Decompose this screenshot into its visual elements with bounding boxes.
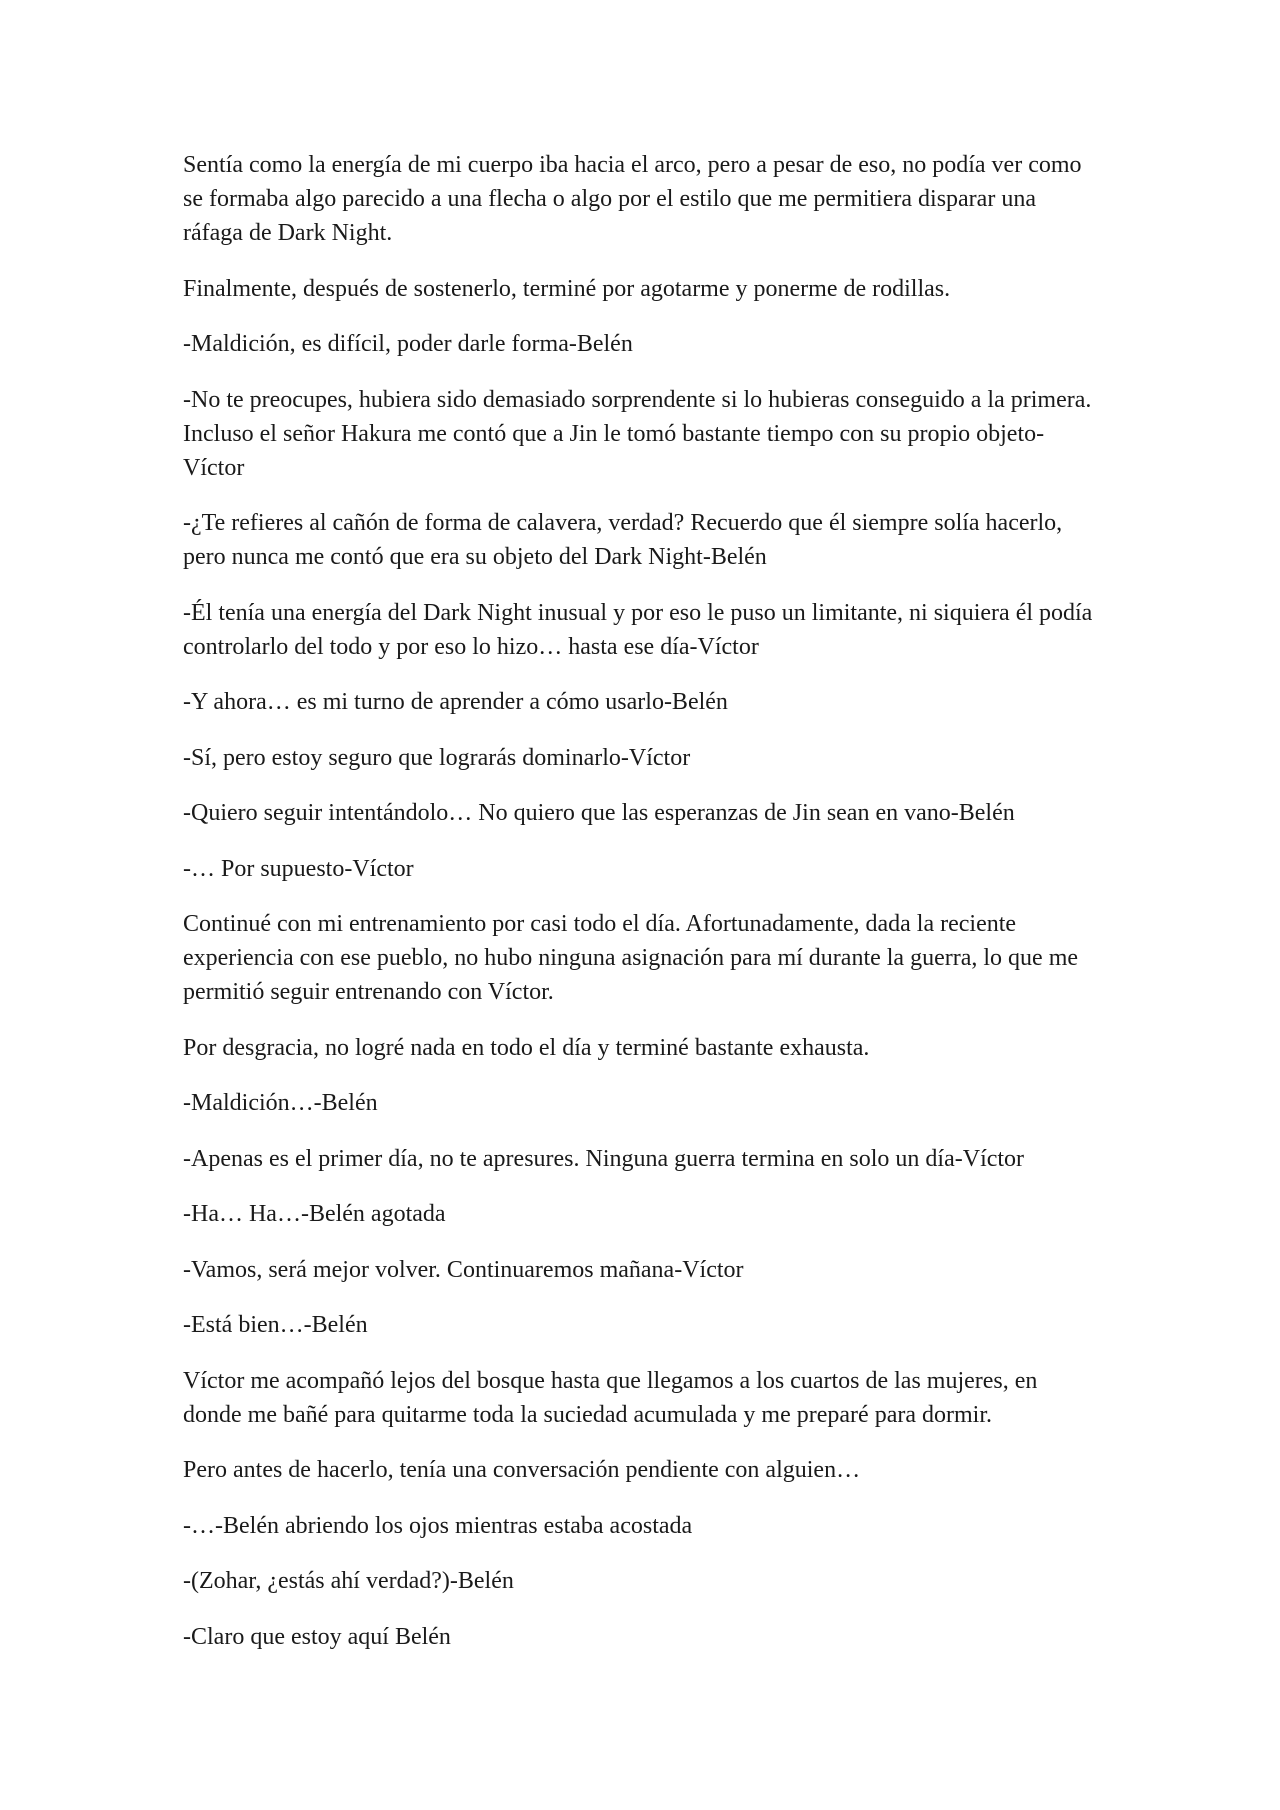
paragraph: Pero antes de hacerlo, tenía una conversación pendiente con alguien…	[183, 1457, 861, 1483]
dialogue-line: -Está bien…-Belén	[183, 1312, 368, 1338]
dialogue-line: -¿Te refieres al cañón de forma de calavera, verdad? Recuerdo que él siempre solía hacerlo, pero nunca me contó que era su objeto del Dark Night-Belén	[183, 510, 1063, 570]
paragraph: Sentía como la energía de mi cuerpo iba hacia el arco, pero a pesar de eso, no podía ver como se formaba algo parecido a una flecha o algo por el estilo que me permitiera disparar una ráfaga de Dark Night.	[183, 152, 1082, 246]
document-body	[183, 148, 1095, 1675]
dialogue-line: -Él tenía una energía del Dark Night inusual y por eso le puso un limitante, ni siquiera él podía controlarlo del todo y por eso lo hizo… hasta ese día-Víctor	[183, 599, 1093, 660]
dialogue-line: -…-Belén abriendo los ojos mientras estaba acostada	[183, 1512, 693, 1539]
dialogue-line: -… Por supuesto-Víctor	[183, 855, 414, 882]
dialogue-line: -Maldición, es difícil, poder darle forma-Belén	[183, 331, 633, 357]
paragraph: Continué con mi entrenamiento por casi todo el día. Afortunadamente, dada la reciente experiencia con ese pueblo, no hubo ninguna asignación para mí durante la guerra, lo que me permitió seguir entrenando con Víctor.	[183, 911, 1079, 1005]
paragraph: Finalmente, después de sostenerlo, terminé por agotarme y ponerme de rodillas.	[183, 275, 951, 302]
dialogue-line: -Apenas es el primer día, no te apresures. Ninguna guerra termina en solo un día-Víctor	[183, 1145, 1025, 1172]
paragraph: Por desgracia, no logré nada en todo el día y terminé bastante exhausta.	[183, 1034, 870, 1061]
dialogue-line: -(Zohar, ¿estás ahí verdad?)-Belén	[183, 1568, 514, 1594]
dialogue-line: -Vamos, será mejor volver. Continuaremos mañana-Víctor	[183, 1256, 744, 1283]
dialogue-line: -Claro que estoy aquí Belén	[183, 1623, 451, 1650]
dialogue-line: -No te preocupes, hubiera sido demasiado sorprendente si lo hubieras conseguido a la primera. Incluso el señor Hakura me contó que a Jin le tomó bastante tiempo con su propio objeto-Víctor	[183, 386, 1092, 481]
paragraph: Víctor me acompañó lejos del bosque hasta que llegamos a los cuartos de las mujeres, en donde me bañé para quitarme toda la suciedad acumulada y me preparé para dormir.	[183, 1367, 1038, 1428]
dialogue-line: -Ha… Ha…-Belén agotada	[183, 1201, 446, 1227]
dialogue-line: -Maldición…-Belén	[183, 1090, 378, 1116]
dialogue-line: -Quiero seguir intentándolo… No quiero que las esperanzas de Jin sean en vano-Belén	[183, 800, 1015, 826]
dialogue-line: -Y ahora… es mi turno de aprender a cómo usarlo-Belén	[183, 689, 728, 715]
dialogue-line: -Sí, pero estoy seguro que lograrás dominarlo-Víctor	[183, 744, 691, 771]
